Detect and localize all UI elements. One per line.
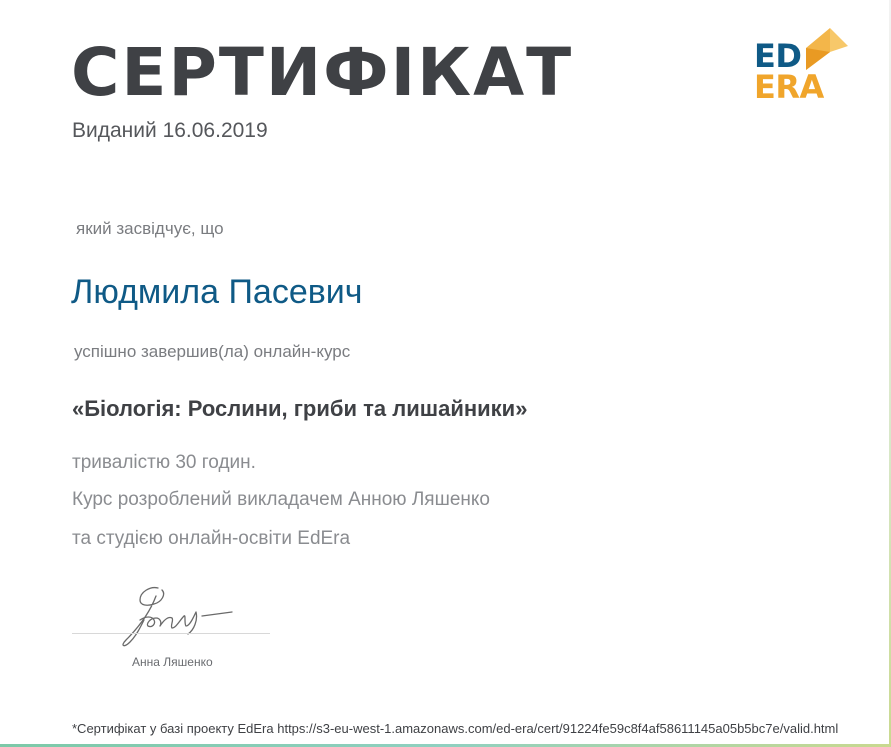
completed-text: успішно завершив(ла) онлайн-курс (74, 342, 351, 361)
logo-text-ed: ED (754, 37, 802, 75)
open-book-icon (802, 24, 850, 74)
signer-name: Анна Ляшенко (132, 655, 213, 669)
issue-date: Виданий 16.06.2019 (72, 119, 268, 142)
course-studio: та студією онлайн-освіти EdEra (72, 528, 351, 549)
recipient-name: Людмила Пасевич (71, 273, 363, 311)
edera-logo (752, 24, 852, 106)
certificate-title: СЕРТИФІКАТ (71, 34, 574, 111)
certifies-text: який засвідчує, що (76, 219, 224, 238)
course-title: «Біологія: Рослини, гриби та лишайники» (72, 396, 528, 421)
signature-line (72, 633, 270, 634)
logo-text-era: ERA (754, 68, 824, 106)
verification-footnote: *Сертифікат у базі проекту EdEra https://s3-eu-west-1.amazonaws.com/ed-era/cert/91224fe59c8f4af58611145a05b5bc7e/valid.html (72, 721, 839, 736)
course-duration: тривалістю 30 годин. (72, 452, 256, 473)
course-author: Курс розроблений викладачем Анною Ляшенко (72, 489, 490, 510)
signature-image (110, 576, 250, 651)
